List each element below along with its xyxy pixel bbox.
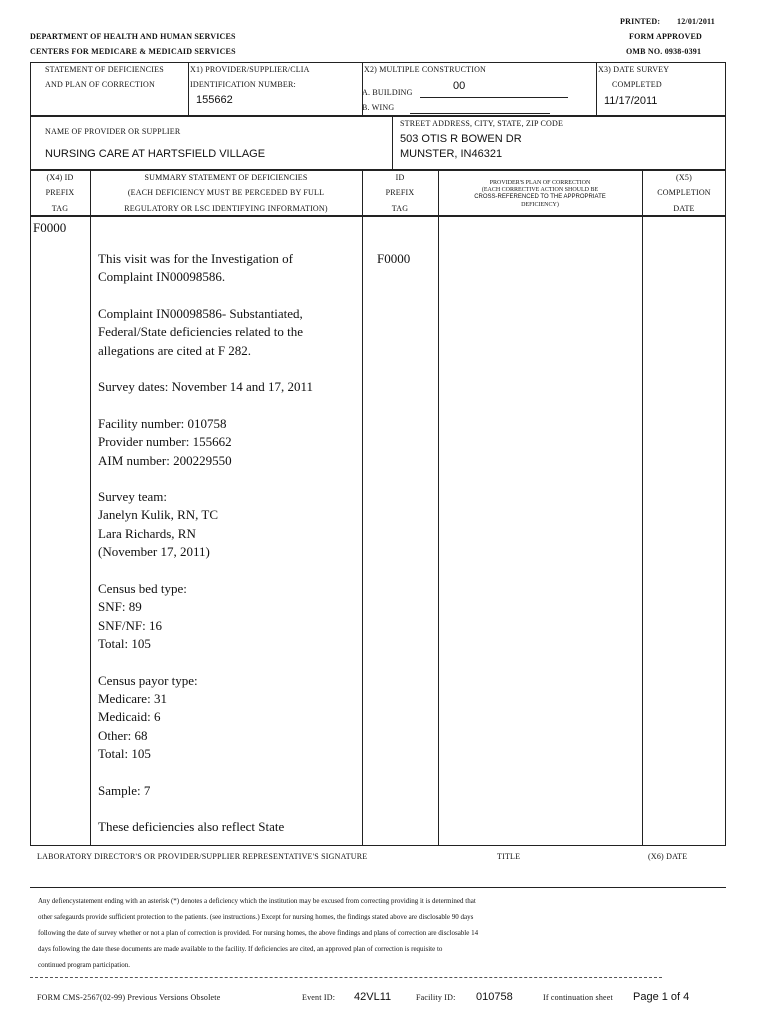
body-line: Other: 68 [98,728,148,743]
form-number: FORM CMS-2567(02-99) Previous Versions Obsolete [37,993,221,1002]
body-line: Complaint IN00098586- Substantiated, [98,306,303,321]
event-id-value: 42VL11 [354,991,392,1003]
plan-header-4: DEFICIENCY) [521,202,559,208]
body-line: Census payor type: [98,673,198,688]
disclaimer-line: Any defiencystatement ending with an asterisk (*) denotes a deficiency which the institution may be excused from correcting providing it is determined that [38,897,476,905]
body-line: Total: 105 [98,636,151,651]
x2-label: X2) MULTIPLE CONSTRUCTION [364,65,487,74]
building-value: 00 [453,80,466,92]
form-approved: FORM APPROVED [629,32,703,41]
statement-label-2: AND PLAN OF CORRECTION [45,80,155,89]
facility-id-label: Facility ID: [416,993,456,1002]
plan-header-1: PROVIDER'S PLAN OF CORRECTION [489,180,591,186]
address-label: STREET ADDRESS, CITY, STATE, ZIP CODE [400,119,564,128]
body-line: SNF: 89 [98,599,142,614]
summary-header-1: SUMMARY STATEMENT OF DEFICIENCIES [144,173,308,182]
body-line: Survey dates: November 14 and 17, 2011 [98,379,314,394]
right-prefix-tag: F0000 [377,251,411,266]
continuation-label: If continuation sheet [543,993,613,1002]
body-line: (November 17, 2011) [98,544,210,559]
statement-label-1: STATEMENT OF DEFICIENCIES [45,65,164,74]
body-line: AIM number: 200229550 [98,453,232,468]
date-survey-completed-value: 11/17/2011 [604,95,658,107]
plan-header-2: (EACH CORRECTIVE ACTION SHOULD BE [481,187,599,193]
x4-header-2: PREFIX [45,188,75,197]
event-id-label: Event ID: [302,993,336,1002]
summary-header-2: (EACH DEFICIENCY MUST BE PERCEDED BY FULL [127,188,325,197]
body-line: SNF/NF: 16 [98,618,162,633]
title-label: TITLE [497,852,521,861]
x5-header-3: DATE [673,204,695,213]
provider-id-value: 155662 [196,94,233,106]
x5-header-2: COMPLETION [657,188,711,197]
building-label: A. BUILDING [362,88,413,97]
body-line: allegations are cited at F 282. [98,343,252,358]
body-line: These deficiencies also reflect State [98,819,285,834]
body-line: Survey team: [98,489,167,504]
body-line: This visit was for the Investigation of [98,251,293,266]
disclaimer-line: days following the date these documents are made available to the facility. If deficiencies are cited, an approved plan of correction is requisite to [38,945,443,953]
facility-id-value: 010758 [476,991,513,1003]
body-line: Medicare: 31 [98,691,167,706]
x4-header-3: TAG [51,204,69,213]
address-line-2: MUNSTER, IN46321 [400,148,503,160]
id-header-3: TAG [391,204,409,213]
body-line: Total: 105 [98,746,151,761]
disclaimer-line: following the date of survey whether or not a plan of correction is provided. For nursing homes, the above findings and plans of correction are disclosable 14 [38,929,479,937]
id-header-1: ID [395,173,405,182]
department-title: DEPARTMENT OF HEALTH AND HUMAN SERVICES [30,32,236,41]
body-line: Janelyn Kulik, RN, TC [98,507,219,522]
body-line: Provider number: 155662 [98,434,232,449]
x1-label-1: X1) PROVIDER/SUPPLIER/CLIA [190,65,310,74]
printed-date: 12/01/2011 [677,17,716,26]
x3-label-2: COMPLETED [612,80,662,89]
date-label: (X6) DATE [648,852,688,861]
id-header-2: PREFIX [385,188,415,197]
body-line: Complaint IN00098586. [98,269,226,284]
disclaimer-line: continued program participation. [38,961,130,969]
body-line: Medicaid: 6 [98,709,161,724]
provider-name-value: NURSING CARE AT HARTSFIELD VILLAGE [45,148,266,160]
wing-label: B. WING [362,103,395,112]
body-line: Facility number: 010758 [98,416,227,431]
body-line: Lara Richards, RN [98,526,196,541]
summary-header-3: REGULATORY OR LSC IDENTIFYING INFORMATION) [124,204,328,213]
x4-header-1: (X4) ID [46,173,74,182]
provider-name-label: NAME OF PROVIDER OR SUPPLIER [45,127,181,136]
omb-number: OMB NO. 0938-0391 [626,47,702,56]
x5-header-1: (X5) [676,173,692,182]
body-line: Federal/State deficiencies related to the [98,324,304,339]
provider-row-box [30,116,726,170]
x3-label-1: X3) DATE SURVEY [598,65,670,74]
plan-header-3: CROSS-REFERENCED TO THE APPROPRIATE [474,194,606,200]
x1-label-2: IDENTIFICATION NUMBER: [190,80,296,89]
signature-label: LABORATORY DIRECTOR'S OR PROVIDER/SUPPLIER REPRESENTATIVE'S SIGNATURE [37,852,368,861]
body-line: Sample: 7 [98,783,151,798]
page-number: Page 1 of 4 [633,991,690,1003]
body-line: Census bed type: [98,581,187,596]
address-line-1: 503 OTIS R BOWEN DR [400,133,522,145]
centers-title: CENTERS FOR MEDICARE & MEDICAID SERVICES [30,47,236,56]
left-prefix-tag: F0000 [33,220,67,235]
printed-label: PRINTED: [620,17,661,26]
disclaimer-line: other safegaurds provide sufficient protection to the patients. (see instructions.) Except for nursing homes, the findings stated above are disclosable 90 days [38,913,474,921]
